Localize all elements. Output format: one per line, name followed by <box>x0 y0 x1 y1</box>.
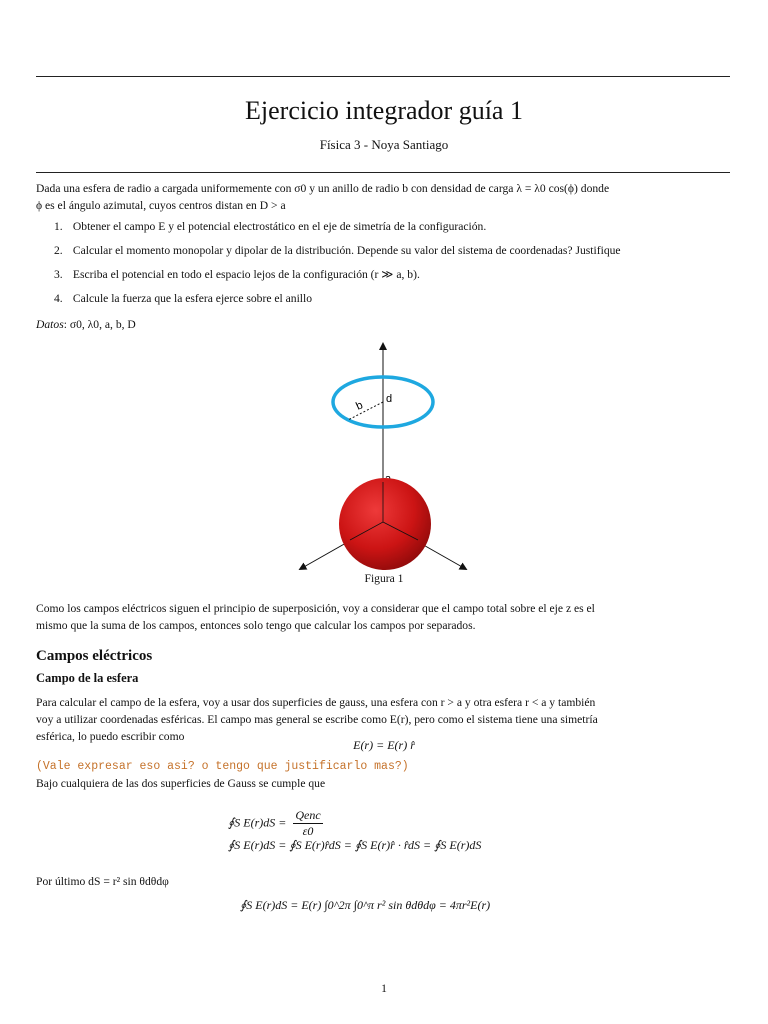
fraction <box>293 808 322 839</box>
task-item-1 <box>54 218 734 235</box>
superposition-line-1: Como los campos eléctricos siguen el principio de superposición, voy a considerar que el campo total sobre el eje z es el <box>36 602 595 615</box>
page-title: Ejercicio integrador guía 1 <box>245 96 523 125</box>
gauss-statement: Bajo cualquiera de las dos superficies de Gauss se cumple que <box>36 777 326 790</box>
author-note: (Vale expresar eso asi? o tengo que justificarlo mas?) <box>36 760 409 773</box>
gauss-line-1: Para calcular el campo de la esfera, voy a usar dos superficies de gauss, una esfera con r > a y otra esfera r < a y también <box>36 696 596 709</box>
equation-4: ∮S E(r)dS = E(r) ∫0^2π ∫0^π r² sin θdθdφ = 4πr²E(r) <box>240 898 491 912</box>
task-text: Escriba el potencial en todo el espacio lejos de la configuración (r ≫ a, b). <box>72 268 420 281</box>
task-number: 1. <box>54 220 63 233</box>
ring-radius-line <box>348 402 383 420</box>
datos-values: : σ0, λ0, a, b, D <box>63 318 136 331</box>
page-number: 1 <box>381 982 387 995</box>
equation-3: ∮S E(r)dS = ∮S E(r)r̂dS = ∮S E(r)r̂ · r̂dS = ∮S E(r)dS <box>228 838 482 852</box>
task-item-3 <box>54 266 734 283</box>
gauss-line-3: esférica, lo puedo escribir como <box>36 730 185 743</box>
task-number: 4. <box>54 292 63 305</box>
equation-1: E(r) = E(r) r̂ <box>353 738 415 752</box>
title-rule <box>36 172 730 173</box>
intro-line-1: Dada una esfera de radio a cargada uniformemente con σ0 y un anillo de radio b con densidad de carga λ = λ0 cos(ϕ) donde <box>36 182 610 195</box>
task-text: Calcule la fuerza que la esfera ejerce sobre el anillo <box>72 292 313 305</box>
label-b: b <box>354 399 365 413</box>
por-ultimo-line: Por último dS = r² sin θdθdφ <box>36 875 169 888</box>
label-d: d <box>386 393 393 405</box>
charged-sphere <box>339 478 431 570</box>
datos-line <box>36 316 732 333</box>
datos-label: Datos <box>36 318 64 331</box>
page-subtitle: Física 3 - Noya Santiago <box>319 137 449 152</box>
intro-line-2: ϕ es el ángulo azimutal, cuyos centros distan en D > a <box>36 199 286 212</box>
subsection-title: Campo de la esfera <box>36 671 139 685</box>
superposition-paragraph <box>36 600 732 634</box>
gauss-line-2: voy a utilizar coordenadas esféricas. El campo mas general se escribe como E(r), pero como el sistema tiene una simetría <box>36 713 598 726</box>
top-rule <box>36 76 730 77</box>
fraction-denominator: ε0 <box>302 824 314 838</box>
superposition-line-2: mismo que la suma de los campos, entonces solo tengo que calcular los campos por separados. <box>36 619 476 632</box>
task-item-4 <box>54 290 734 307</box>
equation-2 <box>228 808 323 839</box>
task-number: 3. <box>54 268 63 281</box>
task-text: Obtener el campo E y el potencial electrostático en el eje de simetría de la configuración. <box>72 220 487 233</box>
task-item-2 <box>54 242 734 259</box>
figure-1 <box>290 336 480 576</box>
task-number: 2. <box>54 244 63 257</box>
intro-paragraph <box>36 180 732 214</box>
equation-2-lhs: ∮S E(r)dS = <box>228 815 287 830</box>
figure-caption: Figura 1 <box>364 572 404 585</box>
fraction-numerator: Qenc <box>295 808 321 822</box>
section-title: Campos eléctricos <box>36 648 153 664</box>
task-text: Calcular el momento monopolar y dipolar de la distribución. Depende su valor del sistema de coordenadas? Justifique <box>72 244 621 257</box>
